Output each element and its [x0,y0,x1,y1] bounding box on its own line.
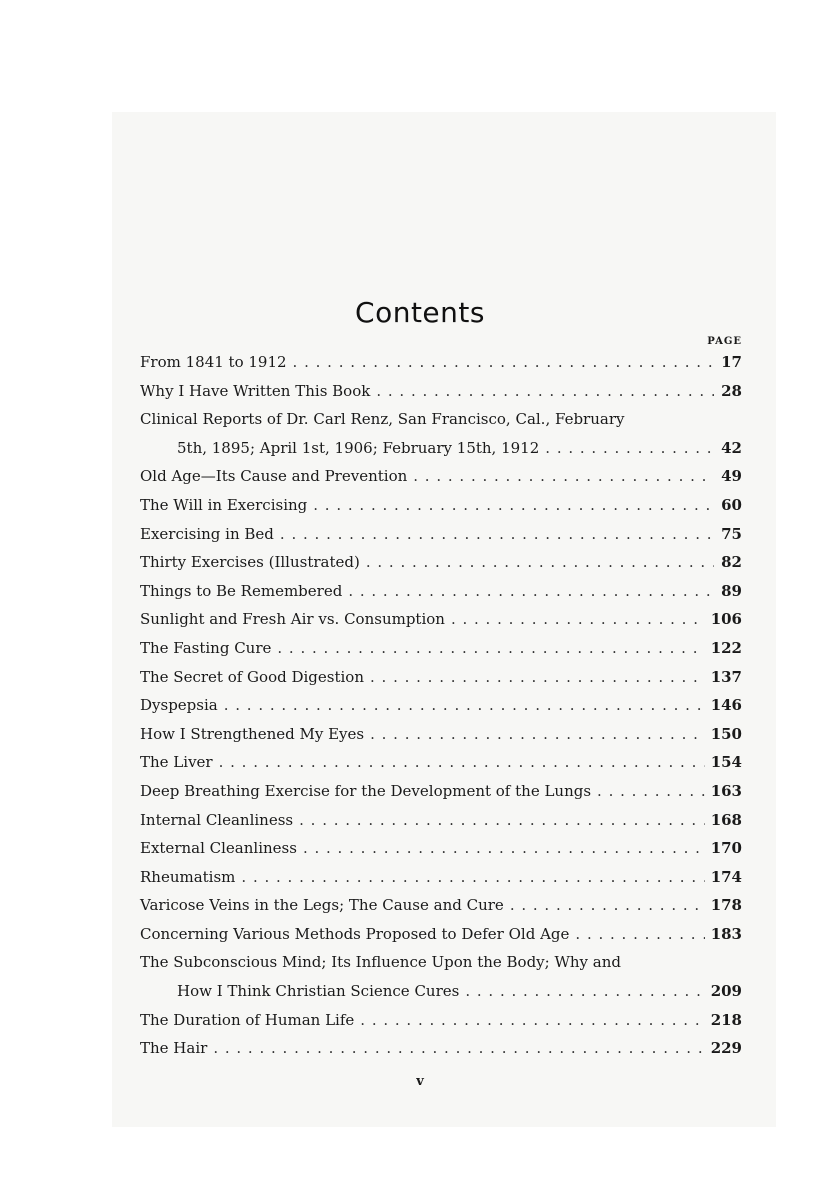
dot-leader [465,977,704,1006]
toc-entry-line [140,720,742,749]
page-column-label: PAGE [707,336,742,347]
toc-entry-line [140,863,742,892]
toc-entry-title: From 1841 to 1912 [140,353,287,371]
toc-entry-title: Why I Have Written This Book [140,381,371,400]
toc-entry [140,548,742,577]
toc-entry-title: How I Strengthened My Eyes [140,724,365,743]
toc-entry-page: 17 [721,353,742,371]
toc-entry [140,377,742,406]
toc-entry-page: 42 [721,438,742,457]
toc-entry-page: 106 [710,610,742,629]
toc-entry [140,462,742,491]
toc-entry-line [140,577,742,606]
toc-entry [140,491,742,520]
toc-entry-title: The Duration of Human Life [140,1010,355,1029]
toc-entry-page: 174 [710,867,742,886]
toc-entry [140,1034,742,1063]
toc-entry-line [140,777,742,806]
dot-leader [293,348,714,377]
dot-leader [299,806,705,835]
table-of-contents [140,348,742,1063]
dot-leader [360,1006,704,1035]
toc-entry [140,863,742,892]
toc-entry [140,605,742,634]
dot-leader [597,777,705,806]
dot-leader [376,377,714,406]
toc-entry-line [140,462,742,491]
toc-entry-line [140,691,742,720]
toc-entry-page: 154 [710,753,742,772]
toc-entry [140,577,742,606]
toc-entry [140,348,742,377]
toc-entry-title: The Hair [140,1039,208,1058]
dot-leader [366,548,714,577]
dot-leader [303,834,705,863]
toc-entry-page: 150 [710,724,742,743]
toc-entry-title: Internal Cleanliness [140,810,294,829]
toc-entry-title: Exercising in Bed [140,524,274,543]
toc-entry-line [140,891,742,920]
toc-entry [140,1006,742,1035]
dot-leader [277,634,704,663]
toc-entry-title: Old Age—Its Cause and Prevention [140,467,408,486]
toc-entry [140,806,742,835]
toc-entry-title: Clinical Reports of Dr. Carl Renz, San Francisco, Cal., February [140,410,625,429]
toc-entry-page: 89 [721,581,742,600]
toc-entry-line [140,748,742,777]
toc-entry [140,720,742,749]
toc-entry-line [140,634,742,663]
toc-entry-line [140,520,742,549]
toc-entry [140,520,742,549]
toc-entry-page: 229 [710,1039,742,1058]
toc-entry-line [140,434,742,463]
toc-entry-title: Dyspepsia [140,696,218,715]
toc-entry-page: 49 [721,467,742,486]
toc-entry-line [140,977,742,1006]
toc-entry-page: 60 [721,495,742,514]
toc-entry [140,920,742,949]
toc-entry [140,691,742,720]
dot-leader [545,434,714,463]
toc-entry-page: 82 [721,553,742,572]
toc-entry-line [140,491,742,520]
toc-entry-line [140,1034,742,1063]
page-title: Contents [355,296,485,329]
toc-entry-title: Deep Breathing Exercise for the Development of the Lungs [140,781,592,800]
toc-entry-page: 209 [710,982,742,1001]
toc-entry [140,663,742,692]
toc-entry-page: 75 [721,524,742,543]
toc-entry [140,405,742,462]
toc-entry-page: 137 [710,667,742,686]
dot-leader [370,663,705,692]
toc-entry-page: 183 [710,924,742,943]
toc-entry-page: 122 [710,638,742,657]
toc-entry-title-continuation: How I Think Christian Science Cures [177,982,460,1001]
toc-entry-line [140,920,742,949]
dot-leader [575,920,704,949]
toc-entry-title: Things to Be Remembered [140,581,343,600]
toc-entry-line [140,605,742,634]
dot-leader [280,520,714,549]
toc-entry-line [140,834,742,863]
toc-entry [140,748,742,777]
toc-entry [140,948,742,1005]
toc-entry-title: The Subconscious Mind; Its Influence Upon the Body; Why and [140,953,622,972]
toc-entry-page: 28 [721,381,742,400]
toc-entry-title: Thirty Exercises (Illustrated) [140,553,360,572]
toc-entry-page: 170 [710,839,742,858]
toc-entry-line [140,348,742,377]
toc-entry-title: The Liver [140,753,213,772]
toc-entry-title: Concerning Various Methods Proposed to Defer Old Age [140,924,570,943]
toc-entry-page: 168 [710,810,742,829]
toc-entry [140,834,742,863]
toc-entry-line [140,377,742,406]
dot-leader [348,577,714,606]
toc-entry-page: 163 [710,781,742,800]
dot-leader [313,491,714,520]
toc-entry-line [140,663,742,692]
toc-entry-title: Sunlight and Fresh Air vs. Consumption [140,610,445,629]
dot-leader [510,891,705,920]
toc-entry-title: The Fasting Cure [140,638,272,657]
dot-leader [370,720,705,749]
toc-entry-page: 218 [710,1010,742,1029]
toc-entry-title: External Cleanliness [140,839,297,858]
toc-entry-page: 146 [710,696,742,715]
toc-entry-title: The Will in Exercising [140,495,308,514]
dot-leader [213,1034,704,1063]
toc-entry [140,634,742,663]
toc-entry-line [140,1006,742,1035]
dot-leader [224,691,705,720]
dot-leader [219,748,705,777]
toc-entry-title-continuation: 5th, 1895; April 1st, 1906; February 15th, 1912 [177,438,540,457]
toc-entry-line [140,806,742,835]
dot-leader [241,863,704,892]
toc-entry-line [140,548,742,577]
toc-entry-title: The Secret of Good Digestion [140,667,364,686]
toc-entry-title: Varicose Veins in the Legs; The Cause and Cure [140,896,504,915]
dot-leader [451,605,705,634]
toc-entry-title: Rheumatism [140,867,236,886]
toc-entry [140,891,742,920]
folio-number: v [416,1074,424,1089]
toc-entry-page: 178 [710,896,742,915]
toc-entry [140,777,742,806]
dot-leader [413,462,714,491]
